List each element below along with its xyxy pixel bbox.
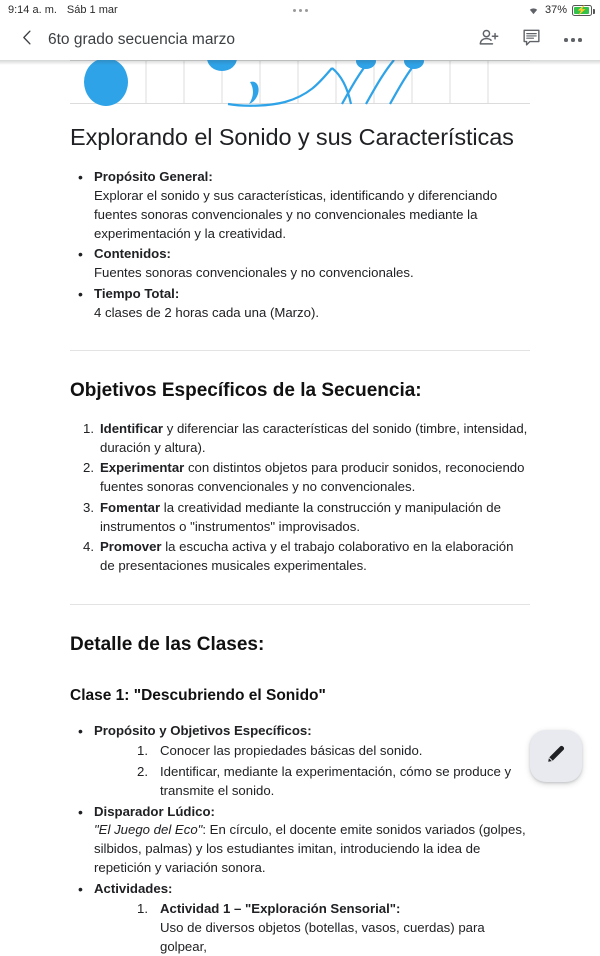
list-number: 1. (137, 901, 148, 917)
list-item (70, 245, 530, 282)
objective-text: la escucha activa y el trabajo colaborativo en la elaboración de presentaciones musicales experimentales. (100, 539, 514, 574)
intro-item-label: Tiempo Total: (94, 285, 180, 301)
overflow-menu-button[interactable] (560, 27, 586, 53)
list-number: 2. (137, 764, 148, 780)
list-number: 4. (83, 539, 94, 555)
class1-purpose-text: Conocer las propiedades básicas del sonido. (160, 743, 423, 759)
intro-item-label: Contenidos: (94, 246, 171, 262)
objective-lead: Promover (100, 539, 162, 555)
list-number: 2. (83, 460, 94, 476)
add-person-button[interactable] (476, 27, 502, 53)
activity1-text: Uso de diversos objetos (botellas, vasos, cuerdas) para golpear, (160, 919, 485, 954)
app-toolbar (0, 20, 600, 60)
document-page[interactable] (0, 60, 600, 954)
intro-list (70, 168, 530, 322)
classes-heading: Detalle de las Clases: (70, 633, 265, 655)
document-title[interactable]: 6to grado secuencia marzo (48, 31, 235, 48)
toolbar-actions (476, 27, 586, 53)
list-item (94, 742, 530, 761)
list-number: 1. (83, 420, 94, 436)
status-date: Sáb 1 mar (66, 4, 118, 16)
list-item (70, 459, 530, 496)
chevron-left-icon (18, 28, 37, 52)
list-item (70, 538, 530, 575)
intro-item-text: 4 clases de 2 horas cada una (Marzo). (94, 304, 320, 320)
class1-activities-list (94, 900, 530, 956)
more-options-icon (564, 38, 582, 42)
class1-purpose-text: Identificar, mediante la experimentación, cómo se produce y transmite el sonido. (160, 764, 512, 798)
person-add-icon (478, 27, 500, 54)
objective-text: la creatividad mediante la construcción y manipulación de instrumentos o "instrumentos" improvisados. (100, 499, 501, 534)
class1-trigger-text: : En círculo, el docente emite sonidos variados (golpes, silbidos, palmas) y los estudiantes imitan, introduciendo la idea de repetición y variación sonora. (94, 822, 526, 875)
list-item (70, 499, 530, 536)
objectives-list (70, 420, 530, 576)
class1-heading: Clase 1: "Descubriendo el Sonido" (70, 686, 326, 704)
list-item (70, 285, 530, 322)
class1-list (70, 722, 530, 956)
activity1-label: Actividad 1 – "Exploración Sensorial": (160, 901, 401, 917)
battery-percent: 37% (544, 4, 567, 16)
objective-text: y diferenciar las características del sonido (timbre, intensidad, duración y altura). (100, 420, 528, 455)
objective-lead: Identificar (100, 420, 164, 436)
status-time: 9:14 a. m. (8, 4, 57, 16)
class1-trigger-title: "El Juego del Eco" (94, 822, 203, 838)
comment-icon (521, 27, 542, 53)
list-item (70, 420, 530, 457)
pencil-edit-icon (544, 742, 568, 771)
intro-item-text: Fuentes sonoras convencionales y no convencionales. (94, 265, 414, 281)
list-item (70, 803, 530, 878)
list-item (94, 900, 530, 956)
class1-activities-label: Actividades: (94, 880, 173, 896)
status-bar-left (8, 4, 118, 16)
objective-lead: Experimentar (100, 460, 185, 476)
battery-icon: ⚡ (572, 5, 592, 16)
list-item (94, 763, 530, 800)
class1-purpose-list (94, 742, 530, 800)
wifi-icon (527, 5, 540, 15)
intro-item-label: Propósito General: (94, 169, 213, 185)
class1-purpose-label: Propósito y Objetivos Específicos: (94, 722, 312, 738)
class1-trigger-label: Disparador Lúdico: (94, 803, 215, 819)
objectives-heading: Objetivos Específicos de la Secuencia: (70, 380, 422, 402)
comment-button[interactable] (518, 27, 544, 53)
list-item (70, 880, 530, 956)
list-number: 3. (83, 499, 94, 515)
three-dots-icon (293, 9, 308, 12)
status-bar (0, 0, 600, 20)
objective-lead: Fomentar (100, 499, 161, 515)
edit-fab-button[interactable] (530, 730, 582, 782)
music-notes-header-image (70, 60, 530, 110)
status-bar-right (527, 4, 592, 16)
page-title: Explorando el Sonido y sus Características (70, 124, 514, 150)
list-item (70, 168, 530, 243)
back-button[interactable] (10, 23, 44, 57)
document-body (0, 123, 600, 956)
list-item (70, 722, 530, 801)
intro-item-text: Explorar el sonido y sus características, identificando y diferenciando fuentes sonoras convencionales y no convencionales mediante la experimentación y la creatividad. (94, 188, 498, 241)
list-number: 1. (137, 743, 148, 759)
objective-text: con distintos objetos para producir sonidos, reconociendo fuentes sonoras convencionales y no convencionales. (100, 460, 525, 495)
